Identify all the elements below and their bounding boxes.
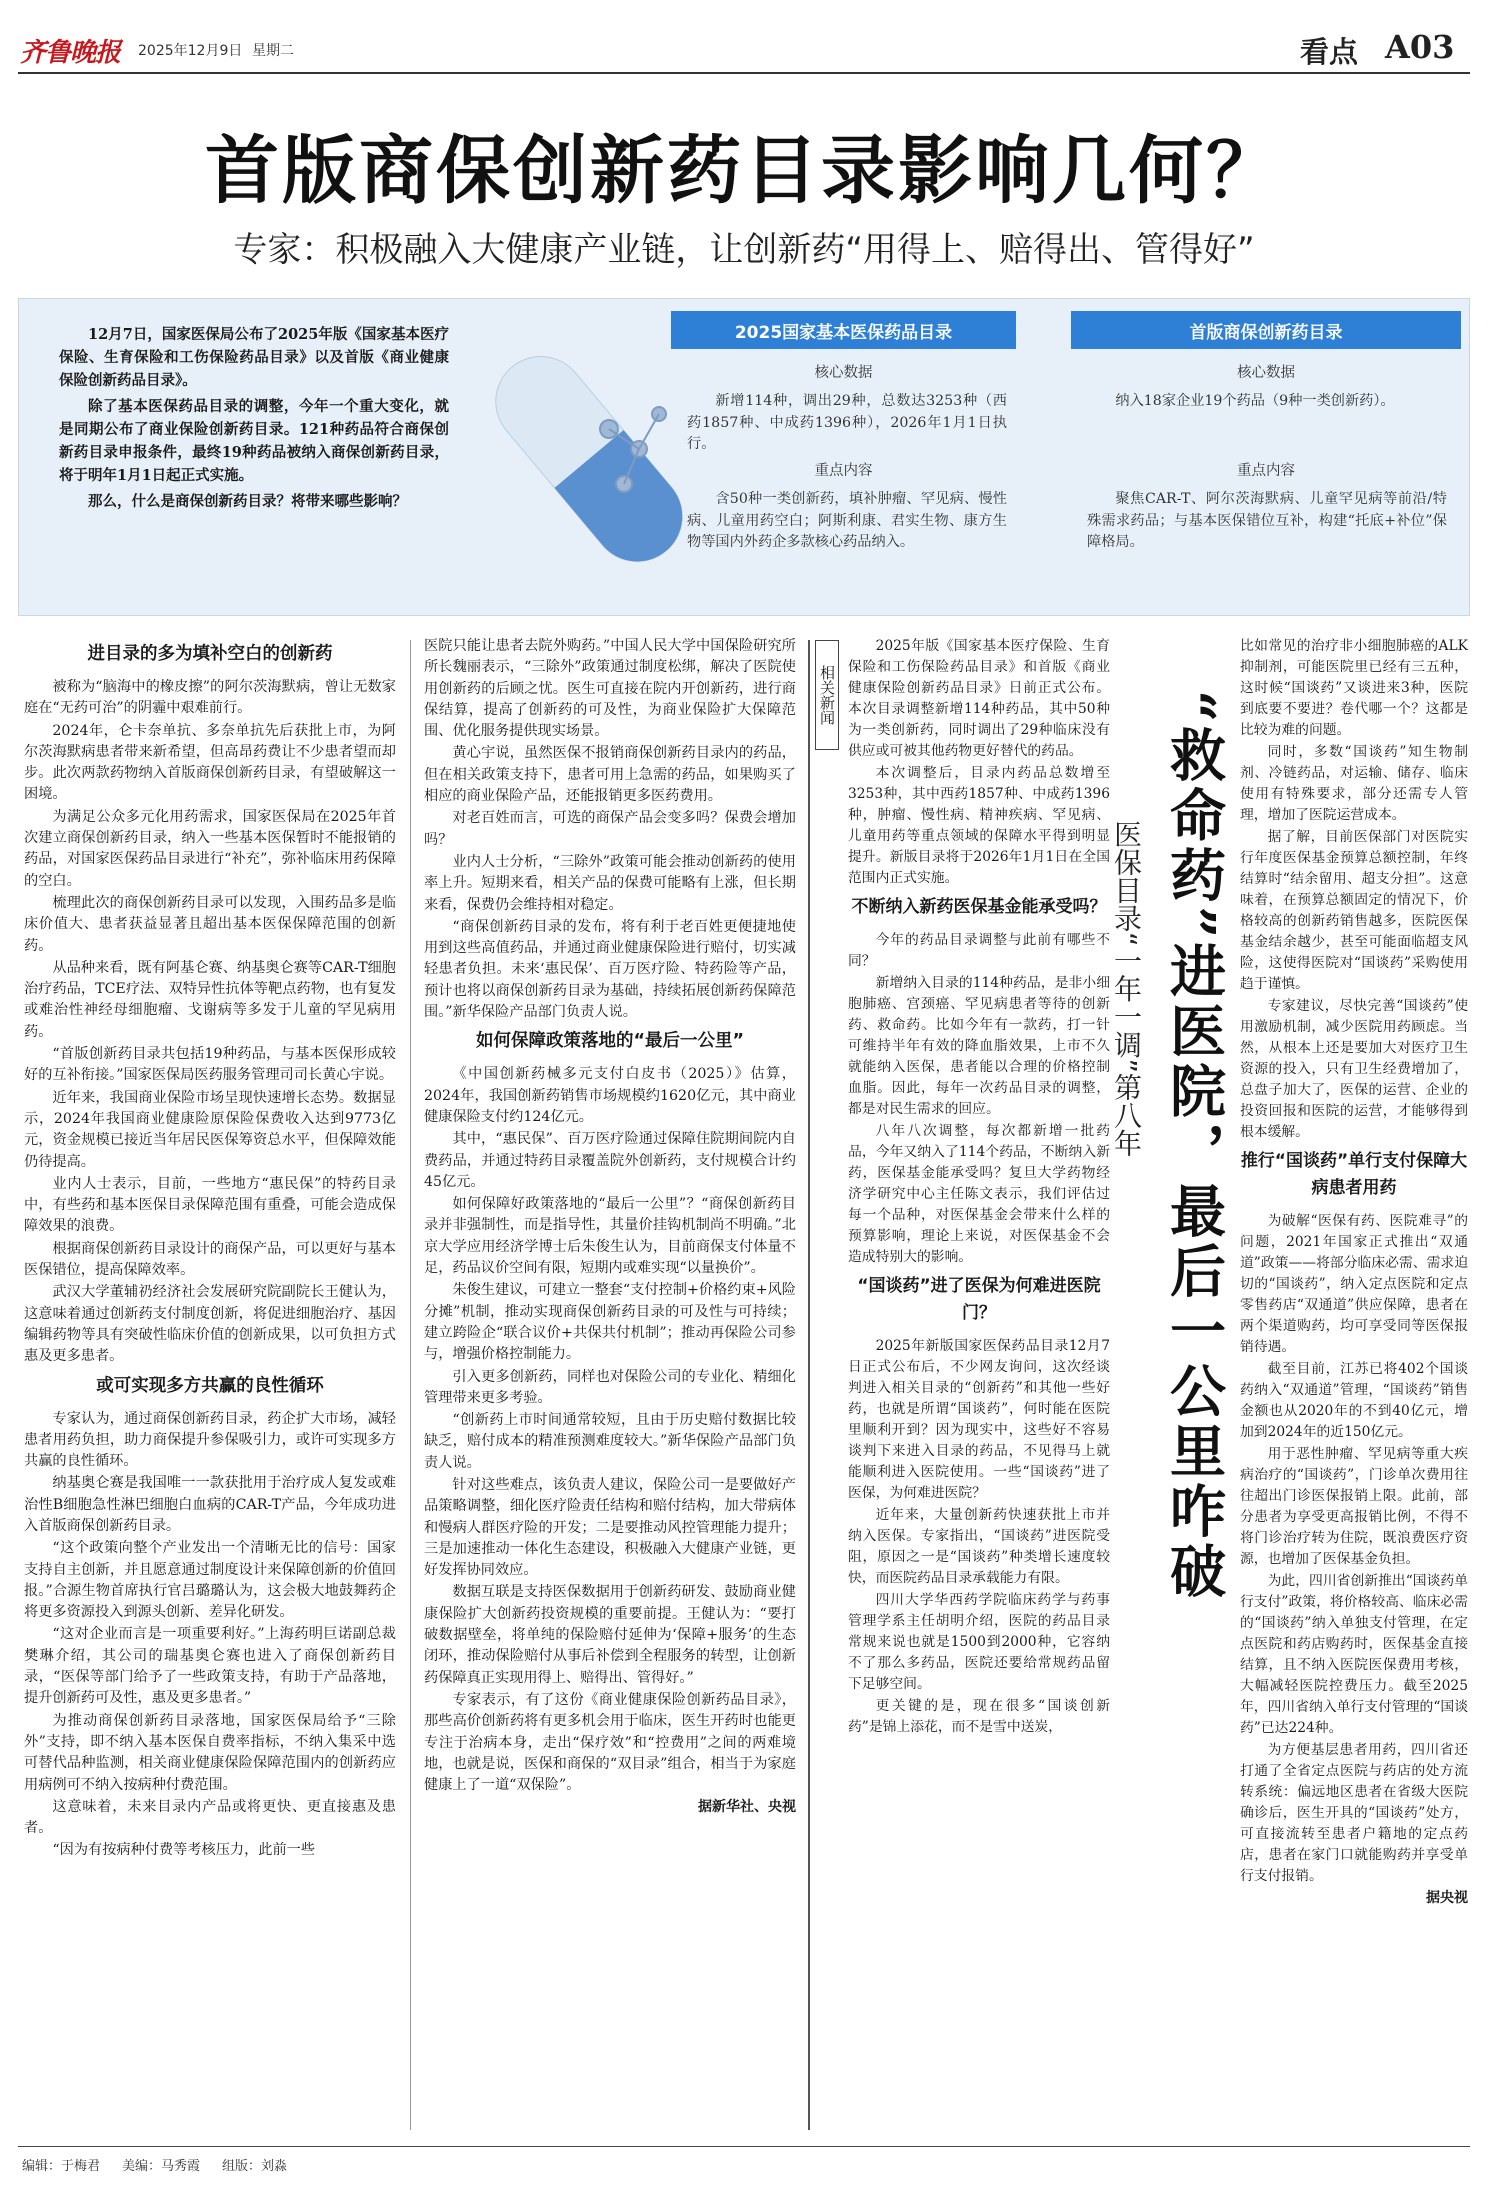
body-paragraph: 专家表示，有了这份《商业健康保险创新药品目录》，那些高价创新药将有更多机会用于临床，医生开药时也能更专注于治病本身，走出“保疗效”和“控费用”之间的两难境地，也就是说，医保和商保的“双目录”组合，相当于为家庭健康上了一道“双保险”。	[424, 1691, 796, 1794]
body-paragraph: 业内人士表示，目前，一些地方“惠民保”的特药目录中，有些药和基本医保目录保障范围有重叠，可能会造成保障效果的浪费。	[24, 1175, 396, 1235]
box1-header: 2025国家基本医保药品目录	[671, 311, 1016, 349]
section-heading: 不断纳入新药医保基金能承受吗？	[851, 897, 1107, 917]
footer-editor: 编辑：于梅君	[22, 2159, 101, 2174]
issue-date: 2025年12月9日	[138, 43, 243, 59]
body-paragraph: 《中国创新药械多元支付白皮书（2025）》估算，2024年，我国创新药销售市场规模约1620亿元，其中商业健康保险支付约124亿元。	[424, 1066, 796, 1125]
box2-focus-label: 重点内容	[1237, 463, 1295, 479]
box2-header: 首版商保创新药目录	[1071, 311, 1461, 349]
footer	[22, 2155, 287, 2174]
sidebar-kicker-text: 医保目录“一年一调”第八年	[1110, 820, 1143, 1158]
body-paragraph: 为方便基层患者用药，四川省还打通了全省定点医院与药店的处方流转系统：偏远地区患者在省级大医院确诊后，医生开具的“国谈药”处方，可直接流转至患者户籍地的定点药店，患者在家门口就能购药并享受单行支付报销。	[1240, 1742, 1468, 1884]
body-paragraph: 引入更多创新药，同样也对保险公司的专业化、精细化管理带来更多考验。	[424, 1368, 796, 1406]
intro-text	[59, 323, 449, 516]
sidebar-column-1	[848, 636, 1110, 2132]
body-paragraph: 针对这些难点，该负责人建议，保险公司一是要做好产品策略调整，细化医疗险责任结构和赔付结构，加大带病体和慢病人群医疗险的开发；二是要推动风控管理能力提升；三是加速推动一体化生态建设，积极融入大健康产业链，更好发挥协同效应。	[424, 1476, 796, 1579]
body-paragraph: 黄心宇说，虽然医保不报销商保创新药目录内的药品，但在相关政策支持下，患者可用上急需的药品，如果购买了相应的商业保险产品，还能报销更多医药费用。	[424, 745, 796, 805]
box2-focus-text: 聚焦CAR-T、阿尔茨海默病、儿童罕见病等前沿/特殊需求药品；与基本医保错位互补，构建“托底+补位”保障格局。	[1087, 491, 1447, 551]
body-paragraph: “因为有按病种付费等考核压力，此前一些	[52, 1842, 316, 1859]
body-paragraph: 对老百姓而言，可选的商保产品会变多吗？保费会增加吗？	[424, 810, 796, 848]
article-credit: 据新华社、央视	[698, 1799, 796, 1816]
body-paragraph: 其中，“惠民保”、百万医疗险通过保障住院期间院内自费药品，并通过特药目录覆盖院外创新药，支付规模合计约45亿元。	[424, 1131, 796, 1190]
box2-core-text: 纳入18家企业19个药品（9种一类创新药）。	[1115, 393, 1395, 409]
body-paragraph: 从品种来看，既有阿基仑赛、纳基奥仑赛等CAR-T细胞治疗药品，TCE疗法、双特异性抗体等靶点药物，也有复发或难治性神经母细胞瘤、戈谢病等多发于儿童的罕见病用药。	[24, 959, 396, 1040]
body-paragraph: 为满足公众多元化用药需求，国家医保局在2025年首次建立商保创新药目录，纳入一些基本医保暂时不能报销的药品，对国家医保药品目录进行“补充”，弥补临床用药保障的空白。	[24, 808, 396, 889]
page-subtitle: 专家：积极融入大健康产业链，让创新药“用得上、赔得出、管得好”	[233, 230, 1255, 270]
body-paragraph: “首版创新药目录共包括19种药品，与基本医保形成较好的互补衔接。”国家医保局医药服务管理司司长黄心宇说。	[24, 1046, 396, 1084]
body-paragraph: 八年八次调整，每次都新增一批药品，今年又纳入了114个药品，不断纳入新药，医保基金能承受吗？复旦大学药物经济学研究中心主任陈文表示，我们评估过每一个品种，对医保基金会带来什么样的预算影响，理论上来说，对医保基金不会造成特别大的影响。	[848, 1123, 1110, 1265]
related-news-label: 相关新闻	[818, 665, 836, 725]
body-paragraph: 为此，四川省创新推出“国谈药单行支付”政策，将价格较高、临床必需的“国谈药”纳入单独支付管理，在定点医院和药店购药时，医保基金直接结算，且不纳入医院医保费用考核，大幅减轻医院控费压力。截至2025年，四川省纳入单行支付管理的“国谈药”已达224种。	[1240, 1573, 1468, 1736]
body-paragraph: “创新药上市时间通常较短，且由于历史赔付数据比较缺乏，赔付成本的精准预测难度较大。”新华保险产品部门负责人说。	[424, 1412, 796, 1471]
info-box	[18, 298, 1470, 616]
footer-proof: 组版：刘淼	[222, 2159, 288, 2174]
body-paragraph: 新增纳入目录的114种药品，是非小细胞肺癌、宫颈癌、罕见病患者等待的创新药、救命药。比如今年有一款药，打一针可维持半年有效的降血脂效果，上市不久就能纳入医保，患者能以合理的价格控制血脂。因此，每年一次药品目录的调整，都是对民生需求的回应。	[848, 975, 1110, 1117]
section-heading: 推行“国谈药”单行支付保障大病患者用药	[1240, 1151, 1468, 1198]
section-name: 看点	[1300, 35, 1359, 69]
box1-focus-text: 含50种一类创新药，填补肿瘤、罕见病、慢性病、儿童用药空白；阿斯利康、君实生物、康方生物等国内外药企多款核心药品纳入。	[687, 491, 1007, 551]
sidebar-headline-text: “救命药”进医院，最后一公里咋破	[1161, 690, 1227, 1603]
related-news-tag	[815, 640, 839, 750]
body-paragraph: 为破解“医保有药、医院难寻”的问题，2021年国家正式推出“双通道”政策——将部分临床必需、需求迫切的“国谈药”，纳入定点医院和定点零售药店“双通道”供应保障，患者在两个渠道购药，均可享受同等医保报销待遇。	[1240, 1213, 1468, 1355]
page-title: 首版商保创新药目录影响几何？	[205, 128, 1283, 214]
body-paragraph: 数据互联是支持医保数据用于创新药研发、鼓励商业健康保险扩大创新药投资规模的重要前提。王健认为：“要打破数据壁垒，将单纯的保险赔付延伸为‘保障+服务’的生态闭环，推动保险赔付从事后补偿到全程服务的转型，让创新药保障真正实现用得上、赔得出、管得好。”	[424, 1584, 796, 1686]
sidebar-headline	[1152, 690, 1232, 1750]
body-paragraph: 比如常见的治疗非小细胞肺癌的ALK抑制剂，可能医院里已经有三五种，这时候“国谈药”又谈进来3种，医院到底要不要进？卷代哪一个？这都是比较为难的问题。	[1240, 638, 1468, 738]
box1-core-text: 新增114种，调出29种，总数达3253种（西药1857种、中成药1396种），2026年1月1日执行。	[687, 393, 1007, 453]
intro-paragraph: 那么，什么是商保创新药目录？将带来哪些影响？	[88, 493, 407, 510]
footer-designer: 美编：马秀霞	[122, 2159, 201, 2174]
body-paragraph: “这个政策向整个产业发出一个清晰无比的信号：国家支持自主创新，并且愿意通过制度设计来保障创新的价值回报。”合源生物首席执行官吕璐璐认为，这会极大地鼓舞药企将更多资源投入到源头创新、差异化研发。	[24, 1540, 396, 1621]
section-heading: “国谈药”进了医保为何难进医院门？	[857, 1276, 1101, 1323]
column-divider	[808, 640, 810, 2130]
body-paragraph: 据了解，目前医保部门对医院实行年度医保基金预算总额控制，年终结算时“结余留用、超支分担”。这意味着，在预算总额固定的情况下，价格较高的创新药销售越多，医院医保基金结余越少，甚至可能面临超支风险，这使得医院对“国谈药”采购使用趋于谨慎。	[1240, 829, 1468, 992]
body-paragraph: 近年来，我国商业保险市场呈现快速增长态势。数据显示，2024年我国商业健康险原保险保费收入达到9773亿元，资金规模已接近当年居民医保筹资总水平，但保障效能仍待提高。	[24, 1089, 396, 1170]
main-column-1	[24, 636, 396, 2132]
body-paragraph: 被称为“脑海中的橡皮擦”的阿尔茨海默病，曾让无数家庭在“无药可治”的阴霾中艰难前行。	[24, 679, 396, 717]
body-paragraph: 2024年，仑卡奈单抗、多奈单抗先后获批上市，为阿尔茨海默病患者带来新希望，但高昂药费让不少患者望而却步。此次两款药物纳入首版商保创新药目录，有望破解这一困境。	[24, 722, 396, 803]
box2-core-label: 核心数据	[1237, 365, 1295, 381]
body-paragraph: 更关键的是，现在很多“国谈创新药”是锦上添花，而不是雪中送炭，	[848, 1698, 1110, 1735]
sidebar-column-2	[1240, 636, 1468, 2132]
body-paragraph: 根据商保创新药目录设计的商保产品，可以更好与基本医保错位，提高保障效率。	[24, 1240, 396, 1279]
body-paragraph: 武汉大学董辅礽经济社会发展研究院副院长王健认为，这意味着通过创新药支付制度创新，将促进细胞治疗、基因编辑药物等具有突破性临床价值的创新成果，以可负担方式惠及更多患者。	[24, 1284, 396, 1365]
body-paragraph: 朱俊生建议，可建立一整套“支付控制+价格约束+风险分摊”机制，推动实现商保创新药目录的可及性与可持续；建立跨险企“联合议价+共保共付机制”；推动再保险公司参与，增强价格控制能力。	[424, 1282, 796, 1363]
section-heading: 或可实现多方共赢的良性循环	[96, 1375, 324, 1396]
body-paragraph: 用于恶性肿瘤、罕见病等重大疾病治疗的“国谈药”，门诊单次费用往往超出门诊医保报销上限。此前，部分患者为享受更高报销比例，不得不将门诊治疗转为住院，既浪费医疗资源，也增加了医保基金负担。	[1240, 1446, 1468, 1567]
main-column-2	[424, 636, 796, 2132]
body-paragraph: 2025年版《国家基本医疗保险、生育保险和工伤保险药品目录》和首版《商业健康保险创新药品目录》日前正式公布。本次目录调整新增114种药品，其中50种为一类创新药，同时调出了29种临床没有供应或可被其他药物更好替代的药品。	[848, 638, 1110, 759]
body-paragraph: 如何保障好政策落地的“最后一公里”？“商保创新药目录并非强制性，而是指导性，其量价挂钩机制尚不明确。”北京大学应用经济学博士后朱俊生认为，目前商保支付体量不足，药品议价空间有限，短期内或难实现“以量换价”。	[424, 1196, 796, 1277]
body-paragraph: 截至目前，江苏已将402个国谈药纳入“双通道”管理，“国谈药”销售金额也从2020年的不到40亿元，增加到2024年的近150亿元。	[1240, 1361, 1468, 1440]
newspaper-logo: 齐鲁晚报	[20, 38, 121, 68]
body-paragraph: “商保创新药目录的发布，将有利于老百姓更便捷地使用到这些高值药品，并通过商业健康保险进行赔付，切实减轻患者负担。未来‘惠民保’、百万医疗险、特药险等产品，预计也将以商保创新药目录为基础，持续拓展创新药保障范围。”新华保险产品部门负责人说。	[424, 918, 796, 1021]
masthead	[0, 0, 1488, 82]
article-credit: 据央视	[1426, 1890, 1468, 1906]
body-paragraph: “这对企业而言是一项重要利好。”上海药明巨诺副总裁樊琳介绍，其公司的瑞基奥仑赛也进入了商保创新药目录，“医保等部门给予了一些政策支持，有助于产品落地，提升创新药可及性，惠及更多患者。”	[24, 1626, 396, 1707]
body-paragraph: 近年来，大量创新药快速获批上市并纳入医保。专家指出，“国谈药”进医院受阻，原因之一是“国谈药”种类增长速度较快，而医院药品目录承载能力有限。	[848, 1507, 1110, 1586]
intro-paragraph: 12月7日，国家医保局公布了2025年版《国家基本医疗保险、生育保险和工伤保险药品目录》以及首版《商业健康保险创新药品目录》。	[59, 326, 449, 389]
intro-paragraph: 除了基本医保药品目录的调整，今年一个重大变化，就是同期公布了商业保险创新药目录。121种药品符合商保创新药目录申报条件，最终19种药品被纳入商保创新药目录，将于明年1月1日起正式实施。	[59, 398, 449, 484]
body-paragraph: 梳理此次的商保创新药目录可以发现，入围药品多是临床价值大、患者获益显著且超出基本医保保障范围的创新药。	[24, 894, 396, 954]
body-paragraph: 医院只能让患者去院外购药。”中国人民大学中国保险研究所所长魏丽表示，“三除外”政策通过制度松绑，解决了医院使用创新药的后顾之忧。医生可直接在院内开创新药，进行商保结算，提高了创新药的可及性，为商业保险扩大保障范围、优化服务提供现实场景。	[424, 638, 796, 740]
column-divider	[410, 640, 411, 2130]
body-paragraph: 今年的药品目录调整与此前有哪些不同？	[848, 932, 1110, 969]
body-paragraph: 专家认为，通过商保创新药目录，药企扩大市场，减轻患者用药负担，助力商保提升参保吸引力，或许可实现多方共赢的良性循环。	[24, 1410, 396, 1470]
body-paragraph: 2025年新版国家医保药品目录12月7日正式公布后，不少网友询问，这次经谈判进入相关目录的“创新药”和其他一些好药，也就是所谓“国谈药”，何时能在医院里顺利开到？因为现实中，这些好不容易谈判下来进入目录的药品，不见得马上就能顺利进入医院使用。一些“国谈药”进了医保，为何难进医院？	[848, 1338, 1110, 1501]
body-paragraph: 同时，多数“国谈药”知生物制剂、冷链药品，对运输、储存、临床使用有特殊要求，部分还需专人管理，增加了医院运营成本。	[1240, 744, 1468, 823]
issue-weekday: 星期二	[252, 43, 294, 59]
section-heading: 如何保障政策落地的“最后一公里”	[475, 1031, 744, 1052]
body-paragraph: 四川大学华西药学院临床药学与药事管理学系主任胡明介绍，医院的药品目录常规来说也就是1500到2000种，它容纳不了那么多药品，医院还要给常规药品留下足够空间。	[848, 1592, 1110, 1692]
page-number: A03	[1385, 28, 1455, 66]
box1-core-label: 核心数据	[814, 365, 873, 381]
body-paragraph: 业内人士分析，“三除外”政策可能会推动创新药的使用率上升。短期来看，相关产品的保费可能略有上涨，但长期来看，保费仍会维持相对稳定。	[424, 853, 796, 913]
box1-focus-label: 重点内容	[814, 463, 873, 479]
section-heading: 进目录的多为填补空白的创新药	[87, 644, 333, 664]
masthead-rule	[18, 72, 1470, 74]
body-paragraph: 纳基奥仑赛是我国唯一一款获批用于治疗成人复发或难治性B细胞急性淋巴细胞白血病的CAR-T产品，今年成功进入首版商保创新药目录。	[24, 1475, 396, 1534]
body-paragraph: 专家建议，尽快完善“国谈药”使用激励机制，减少医院用药顾虑。当然，从根本上还是要加大对医疗卫生资源的投入，只有卫生经费增加了，总盘子加大了，医保的运营、企业的投资回报和医院的运营，才能够得到根本缓解。	[1240, 998, 1468, 1140]
sidebar-kicker	[1108, 820, 1144, 1320]
body-paragraph: 本次调整后，目录内药品总数增至3253种，其中西药1857种、中成药1396种，肿瘤、慢性病、精神疾病、罕见病、儿童用药等重点领域的保障水平得到明显提升。新版目录将于2026年1月1日在全国范围内正式实施。	[848, 765, 1110, 886]
body-paragraph: 这意味着，未来目录内产品或将更快、更直接惠及患者。	[24, 1798, 396, 1837]
footer-rule	[18, 2146, 1470, 2147]
body-paragraph: 为推动商保创新药目录落地，国家医保局给予“三除外”支持，即不纳入基本医保自费率指标，不纳入集采中选可替代品种监测，相关商业健康保险保障范围内的创新药应用病例可不纳入按病种付费范围。	[24, 1712, 396, 1793]
